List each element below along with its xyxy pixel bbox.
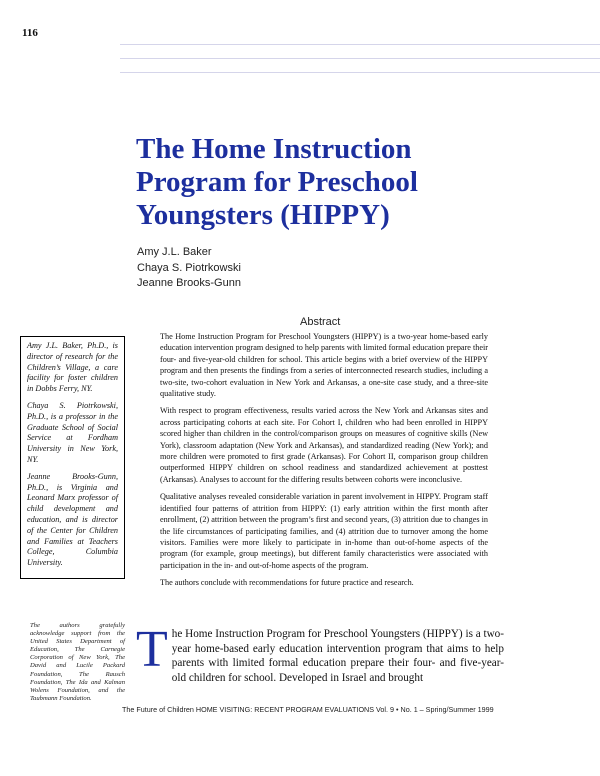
title-line: Program for Preschool [136, 166, 418, 198]
rule-line [120, 72, 600, 73]
author-bio: Amy J.L. Baker, Ph.D., is director of research for the Children’s Village, a care facility for foster children in Dobbs Ferry, NY. [27, 341, 118, 394]
abstract-paragraph: The Home Instruction Program for Preschool Youngsters (HIPPY) is a two-year home-based early education intervention program designed to help parents with limited formal education prepare their four- and five-year-old children for school. This article begins with a brief overview of the HIPPY program and then presents the findings from a series of interconnected research studies, including a two-site, two-cohort evaluation in New York and Arkansas, a one-site case study, and a three-site qualitative study. [160, 332, 488, 399]
abstract-heading: Abstract [300, 316, 341, 328]
title-line: Youngsters (HIPPY) [136, 199, 390, 231]
author-bio-box [20, 336, 125, 579]
abstract-body [160, 331, 488, 595]
journal-footer: The Future of Children HOME VISITING: RECENT PROGRAM EVALUATIONS Vol. 9 • No. 1 – Spring/Summer 1999 [122, 705, 494, 714]
intro-text: he Home Instruction Program for Preschool Youngsters (HIPPY) is a two-year home-based early education intervention program that aims to help parents with limited formal education prepare their four- and five-year-old children for school. Developed in Israel and brought [171, 628, 504, 684]
article-title [136, 133, 586, 232]
decorative-rules [120, 44, 600, 86]
rule-line [120, 44, 600, 45]
rule-line [120, 58, 600, 59]
abstract-paragraph: The authors conclude with recommendations for future practice and research. [160, 578, 414, 588]
author-name: Amy J.L. Baker [137, 246, 212, 258]
abstract-paragraph: Qualitative analyses revealed considerable variation in parent involvement in HIPPY. Program staff identified four patterns of attrition from HIPPY: (1) early attrition within the first month after enrollment, (2) attrition between the program’s first and second years, (3) attrition due to changes in the life circumstances of participating families, and (4) attrition due to turnover among the home visitors. Families were more likely to participate in in-home than out-of-home aspects of the program (for example, group meetings), but different family characteristics were associated with participation in the in- and out-of-home aspects of the program. [160, 492, 488, 570]
author-name: Chaya S. Piotrkowski [137, 261, 241, 274]
author-list [137, 245, 241, 292]
acknowledgment: The authors gratefully acknowledge support from the United States Department of Education, The Carnegie Corporation of New York, The David and Lucile Packard Foundation, The Rausch Foundation, The Ida and Kalman Wolens Foundation, and the Taubmann Foundation. [30, 622, 125, 702]
abstract-paragraph: With respect to program effectiveness, results varied across the New York and Arkansas sites and across participating cohorts at each site. For Cohort I, children who had been enrolled in HIPPY scored higher than children in the control/comparison groups on measures of cognitive skills (New York), classroom adaptation (New York and Arkansas), and standardized reading (New York); and more children were promoted to first grade (Arkansas). For Cohort II, comparison group children outperformed HIPPY children on school readiness and standardized achievement at posttest (Arkansas). Analyses to account for the differing results between cohorts were inconclusive. [160, 406, 488, 484]
intro-paragraph [136, 621, 504, 685]
author-bio: Chaya S. Piotrkowski, Ph.D., is a professor in the Graduate School of Social Service at Fordham University in New York, NY. [27, 400, 118, 464]
page-number: 116 [22, 27, 38, 39]
drop-cap: T [136, 621, 168, 678]
author-bio: Jeanne Brooks-Gunn, Ph.D., is Virginia and Leonard Marx professor of child development and education, and is director of the Center for Children and Families at Teachers College, Columbia University. [27, 471, 118, 568]
author-name: Jeanne Brooks-Gunn [137, 277, 241, 289]
title-line: The Home Instruction [136, 133, 412, 165]
